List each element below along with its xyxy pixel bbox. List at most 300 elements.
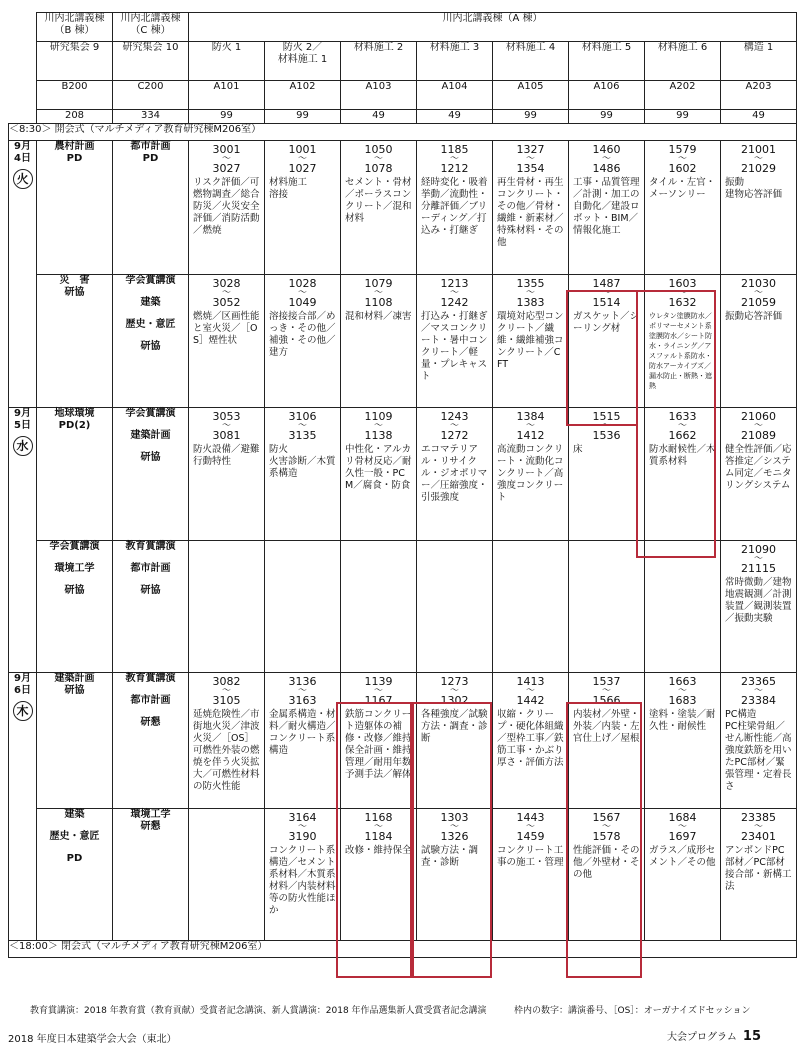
range-tilde: 〜 xyxy=(525,154,535,164)
talk-cell xyxy=(417,809,493,941)
session-label: 研協 xyxy=(64,685,85,696)
talk-number-from: 1079 xyxy=(364,277,393,290)
range-tilde: 〜 xyxy=(754,288,764,298)
range-tilde: 〜 xyxy=(373,686,383,696)
talk-topics: エコマテリアル・リサイクル・ジオポリマー／圧縮強度・引張強度 xyxy=(421,444,488,503)
talk-cell xyxy=(493,275,569,408)
talk-topics: 経時変化・吸着挙動／流動性・分離評価／ブリーディング／打込み・打継ぎ xyxy=(421,177,488,236)
talk-cell xyxy=(417,141,493,275)
talk-cell xyxy=(645,141,721,275)
talk-topics: 塗料・塗装／耐久性・耐候性 xyxy=(649,709,716,732)
talk-cell xyxy=(569,275,645,408)
talk-number-from: 1579 xyxy=(668,143,697,156)
range-tilde: 〜 xyxy=(754,822,764,832)
talk-number-from: 3164 xyxy=(288,811,317,824)
range-tilde: 〜 xyxy=(601,288,611,298)
talk-number-to: 1442 xyxy=(516,694,545,707)
seat-count: 49 xyxy=(721,110,797,124)
range-tilde: 〜 xyxy=(449,822,459,832)
c-building-header: 川内北講義棟 （C 棟） xyxy=(113,13,189,42)
talk-topics: 混和材料／凍害 xyxy=(345,311,412,322)
session-label: 都市計画 xyxy=(130,563,171,574)
range-tilde: 〜 xyxy=(221,421,231,431)
talk-number-to: 1049 xyxy=(288,296,317,309)
talk-number-from: 1327 xyxy=(516,143,545,156)
session-b-cell xyxy=(37,141,113,275)
range-tilde: 〜 xyxy=(677,822,687,832)
session-b-cell xyxy=(37,275,113,408)
talk-topics: 工事・品質管理／計測・加工の自動化／建設ロボット・BIM／情報化施工 xyxy=(573,177,640,236)
talk-topics: 各種強度／試験方法・調査・診断 xyxy=(421,709,488,744)
session-row xyxy=(9,541,797,673)
room-number: A102 xyxy=(265,81,341,110)
talk-number-to: 1212 xyxy=(440,162,469,175)
session-b-cell xyxy=(37,809,113,941)
talk-number-to: 23401 xyxy=(741,830,777,843)
column-name: 防火 1 xyxy=(189,42,265,81)
talk-number-to: 1566 xyxy=(592,694,621,707)
session-c-cell xyxy=(113,809,189,941)
closing-ceremony: ＜18:00＞ 閉会式（マルチメディア教育研究棟M206室） xyxy=(9,941,797,958)
opening-ceremony: ＜8:30＞ 開会式（マルチメディア教育研究棟M206室） xyxy=(9,124,797,141)
talk-number-from: 1633 xyxy=(668,410,697,423)
talk-cell xyxy=(265,408,341,541)
talk-topics: 高流動コンクリート・流動化コンクリート／高強度コンクリート xyxy=(497,444,564,503)
session-label: 研協 xyxy=(64,287,85,298)
range-tilde: 〜 xyxy=(373,154,383,164)
seat-count: 99 xyxy=(265,110,341,124)
talk-number-from: 1109 xyxy=(364,410,393,423)
seat-count: 334 xyxy=(113,110,189,124)
talk-number-to: 21115 xyxy=(741,562,777,575)
talk-cell xyxy=(341,141,417,275)
talk-number-to: 1078 xyxy=(364,162,393,175)
range-tilde: 〜 xyxy=(525,686,535,696)
talk-number-from: 1273 xyxy=(440,675,469,688)
session-row xyxy=(9,408,797,541)
talk-cell xyxy=(189,141,265,275)
schedule-table xyxy=(8,12,797,958)
talk-number-from: 1460 xyxy=(592,143,621,156)
talk-cell xyxy=(189,275,265,408)
talk-number-from: 21090 xyxy=(741,543,777,556)
talk-number-from: 3136 xyxy=(288,675,317,688)
range-tilde: 〜 xyxy=(601,686,611,696)
talk-number-from: 3053 xyxy=(212,410,241,423)
session-label: PD xyxy=(142,153,159,164)
range-tilde: 〜 xyxy=(449,686,459,696)
range-tilde: 〜 xyxy=(525,288,535,298)
talk-topics: タイル・左官・メーソンリー xyxy=(649,177,716,200)
talk-number-from: 1567 xyxy=(592,811,621,824)
talk-cell xyxy=(341,541,417,673)
talk-topics: 改修・維持保全 xyxy=(345,845,412,856)
talk-topics: リスク評価／可燃物調査／総合防災／火災安全評価／消防活動／燃焼 xyxy=(193,177,260,236)
talk-number-to: 3135 xyxy=(288,429,317,442)
range-tilde: 〜 xyxy=(449,421,459,431)
talk-cell xyxy=(417,408,493,541)
seat-count: 49 xyxy=(417,110,493,124)
session-row xyxy=(9,275,797,408)
talk-topics: 試験方法・調査・診断 xyxy=(421,845,479,868)
room-number: C200 xyxy=(113,81,189,110)
talk-number-to: 3027 xyxy=(212,162,241,175)
talk-number-from: 1001 xyxy=(288,143,317,156)
talk-topics: アンボンドPC部材／PC部材接合部・新構工法 xyxy=(725,845,792,892)
talk-cell xyxy=(645,541,721,673)
session-row xyxy=(9,673,797,809)
talk-topics: 内装材／外壁・外装／内装・左官仕上げ／屋根 xyxy=(573,709,640,744)
session-label: 研協 xyxy=(140,585,161,596)
day-of-week: 火 xyxy=(13,169,33,189)
range-tilde: 〜 xyxy=(525,822,535,832)
talk-number-from: 21030 xyxy=(741,277,777,290)
talk-cell xyxy=(341,809,417,941)
talk-number-to: 1536 xyxy=(592,429,621,442)
talk-number-from: 1384 xyxy=(516,410,545,423)
session-label: 学会賞講演 xyxy=(125,408,176,419)
session-label: 研協 xyxy=(64,585,85,596)
talk-cell xyxy=(569,408,645,541)
range-tilde: 〜 xyxy=(677,421,687,431)
session-label: 建築 xyxy=(140,297,161,308)
session-label: 学会賞講演 xyxy=(49,541,100,552)
talk-number-to: 1138 xyxy=(364,429,393,442)
talk-cell xyxy=(645,275,721,408)
talk-number-to: 3190 xyxy=(288,830,317,843)
talk-cell xyxy=(417,541,493,673)
talk-cell xyxy=(189,809,265,941)
talk-number-from: 1355 xyxy=(516,277,545,290)
column-name: 防火 2／ 材料施工 1 xyxy=(265,42,341,81)
talk-number-to: 21059 xyxy=(741,296,777,309)
range-tilde: 〜 xyxy=(754,686,764,696)
talk-topics: 打込み・打継ぎ／マスコンクリート・暑中コンクリート／軽量・プレキャスト xyxy=(421,311,488,382)
talk-cell xyxy=(569,809,645,941)
range-tilde: 〜 xyxy=(297,686,307,696)
range-tilde: 〜 xyxy=(754,154,764,164)
day-of-week: 木 xyxy=(13,701,33,721)
talk-cell xyxy=(189,408,265,541)
column-name: 研究集会 10 xyxy=(113,42,189,81)
room-number: A104 xyxy=(417,81,493,110)
range-tilde: 〜 xyxy=(677,686,687,696)
seat-count: 99 xyxy=(493,110,569,124)
room-number: A202 xyxy=(645,81,721,110)
talk-cell xyxy=(417,275,493,408)
b-building-header: 川内北講義棟 （B 棟） xyxy=(37,13,113,42)
talk-number-to: 1302 xyxy=(440,694,469,707)
talk-cell xyxy=(341,275,417,408)
session-label: 都市計画 xyxy=(130,695,171,706)
day-date: 9月6日 xyxy=(14,673,31,696)
range-tilde: 〜 xyxy=(373,822,383,832)
range-tilde: 〜 xyxy=(297,822,307,832)
talk-cell xyxy=(341,673,417,809)
talk-cell xyxy=(265,141,341,275)
room-number: A103 xyxy=(341,81,417,110)
seat-count: 208 xyxy=(37,110,113,124)
talk-cell xyxy=(721,673,797,809)
talk-number-to: 1459 xyxy=(516,830,545,843)
talk-cell xyxy=(721,141,797,275)
session-label: PD xyxy=(66,853,83,864)
session-c-cell xyxy=(113,541,189,673)
session-label: 教育賞講演 xyxy=(125,673,176,684)
range-tilde: 〜 xyxy=(297,154,307,164)
talk-cell xyxy=(341,408,417,541)
footer-program xyxy=(667,1028,761,1044)
talk-number-to: 21029 xyxy=(741,162,777,175)
talk-number-from: 1603 xyxy=(668,277,697,290)
column-name: 研究集会 9 xyxy=(37,42,113,81)
talk-number-from: 3001 xyxy=(212,143,241,156)
talk-number-from: 3106 xyxy=(288,410,317,423)
talk-number-to: 21089 xyxy=(741,429,777,442)
session-label: 災 害 xyxy=(59,275,90,286)
footnote-legend: 枠内の数字：講演番号、［OS］：オーガナイズドセッション xyxy=(514,1006,751,1016)
column-name: 材料施工 2 xyxy=(341,42,417,81)
talk-topics: 燃焼／区画性能と室火災／［OS］煙性状 xyxy=(193,311,260,346)
session-label: 歴史・意匠 xyxy=(125,319,176,330)
range-tilde: 〜 xyxy=(221,288,231,298)
talk-cell xyxy=(645,673,721,809)
talk-topics: 材料施工 溶接 xyxy=(269,177,308,200)
talk-topics: コンクリート工事の施工・管理 xyxy=(497,845,564,868)
talk-cell xyxy=(721,275,797,408)
seat-count: 99 xyxy=(189,110,265,124)
range-tilde: 〜 xyxy=(525,421,535,431)
talk-number-from: 1050 xyxy=(364,143,393,156)
session-row xyxy=(9,141,797,275)
talk-cell xyxy=(265,275,341,408)
talk-number-to: 1354 xyxy=(516,162,545,175)
room-number: A105 xyxy=(493,81,569,110)
talk-cell xyxy=(569,141,645,275)
session-b-cell xyxy=(37,673,113,809)
talk-number-from: 1213 xyxy=(440,277,469,290)
a-building-header: 川内北講義棟（A 棟） xyxy=(189,13,797,42)
talk-number-to: 1697 xyxy=(668,830,697,843)
talk-number-from: 21001 xyxy=(741,143,777,156)
range-tilde: 〜 xyxy=(601,421,611,431)
talk-number-from: 1443 xyxy=(516,811,545,824)
footer-conference-title: 2018 年度日本建築学会大会（東北） xyxy=(8,1034,177,1045)
talk-topics: 延焼危険性／市街地火災／津波火災／［OS］可燃性外装の燃焼を伴う火災拡大／可燃性材料の防火性能 xyxy=(193,709,260,792)
talk-topics: 中性化・アルカリ骨材反応／耐久性一般・PCM／腐食・防食 xyxy=(345,444,412,491)
talk-topics: 振動 建物応答評価 xyxy=(725,177,783,200)
talk-number-from: 1413 xyxy=(516,675,545,688)
talk-number-from: 1303 xyxy=(440,811,469,824)
talk-cell xyxy=(721,541,797,673)
talk-cell xyxy=(265,673,341,809)
column-name: 材料施工 5 xyxy=(569,42,645,81)
talk-number-to: 1602 xyxy=(668,162,697,175)
talk-number-from: 1537 xyxy=(592,675,621,688)
range-tilde: 〜 xyxy=(677,154,687,164)
range-tilde: 〜 xyxy=(601,822,611,832)
talk-topics: 常時微動／建物地震観測／計測装置／観測装置／振動実験 xyxy=(725,577,792,624)
talk-topics: 振動応答評価 xyxy=(725,311,783,322)
page-number: 15 xyxy=(742,1029,761,1044)
room-number: B200 xyxy=(37,81,113,110)
talk-topics: 防水耐候性／木質系材料 xyxy=(649,444,716,467)
talk-topics: 床 xyxy=(573,444,583,455)
session-label: PD(2) xyxy=(58,420,91,431)
session-row xyxy=(9,809,797,941)
range-tilde: 〜 xyxy=(373,421,383,431)
session-label: 都市計画 xyxy=(130,141,171,152)
talk-number-to: 1514 xyxy=(592,296,621,309)
session-c-cell xyxy=(113,673,189,809)
talk-number-from: 1684 xyxy=(668,811,697,824)
talk-topics: ガラス／成形セメント／その他 xyxy=(649,845,716,868)
day-cell xyxy=(9,408,37,673)
talk-number-to: 1662 xyxy=(668,429,697,442)
day-date: 9月4日 xyxy=(14,141,31,164)
talk-topics: 再生骨材・再生コンクリート・その他／骨材・繊維・新素材／特殊材料・その他 xyxy=(497,177,564,248)
day-of-week: 水 xyxy=(13,436,33,456)
seat-count: 99 xyxy=(569,110,645,124)
session-label: 建築 xyxy=(64,809,85,820)
session-b-cell xyxy=(37,541,113,673)
talk-number-from: 3028 xyxy=(212,277,241,290)
range-tilde: 〜 xyxy=(449,154,459,164)
talk-number-from: 23365 xyxy=(741,675,777,688)
talk-cell xyxy=(493,673,569,809)
talk-cell xyxy=(265,809,341,941)
talk-cell xyxy=(493,541,569,673)
talk-topics: PC構造 PC柱梁骨組／せん断性能／高強度鉄筋を用いたPC部材／緊張管理・定着長さ xyxy=(725,709,792,792)
session-b-cell xyxy=(37,408,113,541)
talk-topics: 環境対応型コンクリート／繊維・繊維補強コンクリート／CFT xyxy=(497,311,564,370)
talk-number-to: 1272 xyxy=(440,429,469,442)
talk-number-to: 1167 xyxy=(364,694,393,707)
talk-cell xyxy=(417,673,493,809)
talk-cell xyxy=(265,541,341,673)
talk-cell xyxy=(493,408,569,541)
range-tilde: 〜 xyxy=(297,421,307,431)
range-tilde: 〜 xyxy=(297,288,307,298)
talk-number-from: 1168 xyxy=(364,811,393,824)
talk-number-from: 1663 xyxy=(668,675,697,688)
talk-topics: 収縮・クリープ・硬化体組織／型枠工事／鉄筋工事・かぶり厚さ・評価方法 xyxy=(497,709,564,768)
session-label: 地球環境 xyxy=(54,408,95,419)
talk-cell xyxy=(569,673,645,809)
talk-number-to: 1108 xyxy=(364,296,393,309)
range-tilde: 〜 xyxy=(449,288,459,298)
session-label: PD xyxy=(66,153,83,164)
range-tilde: 〜 xyxy=(677,288,687,298)
session-label: 建築計画 xyxy=(130,430,171,441)
range-tilde: 〜 xyxy=(601,154,611,164)
talk-number-from: 1487 xyxy=(592,277,621,290)
talk-cell xyxy=(189,673,265,809)
talk-topics: ガスケット／シーリング材 xyxy=(573,311,640,334)
talk-number-to: 1683 xyxy=(668,694,697,707)
talk-number-to: 1326 xyxy=(440,830,469,843)
footnote: 教育賞講演：2018 年教育賞（教育貢献）受賞者記念講演、新人賞講演：2018 年作品選集新人賞受賞者記念講演 xyxy=(30,1006,487,1016)
room-number: A203 xyxy=(721,81,797,110)
talk-cell xyxy=(645,408,721,541)
session-label: 研協 xyxy=(140,452,161,463)
talk-number-to: 1632 xyxy=(668,296,697,309)
talk-number-to: 1027 xyxy=(288,162,317,175)
session-c-cell xyxy=(113,408,189,541)
talk-number-to: 23384 xyxy=(741,694,777,707)
talk-number-from: 3082 xyxy=(212,675,241,688)
column-name: 材料施工 3 xyxy=(417,42,493,81)
talk-number-from: 1515 xyxy=(592,410,621,423)
talk-topics: 金属系構造・材料／耐火構造／コンクリート系構造 xyxy=(269,709,336,756)
seat-count: 99 xyxy=(645,110,721,124)
talk-number-to: 1412 xyxy=(516,429,545,442)
talk-topics: 溶接接合部／めっき・その他／補強・その他／建方 xyxy=(269,311,336,358)
session-label: 学会賞講演 xyxy=(125,275,176,286)
talk-topics: 防火 火害診断／木質系構造 xyxy=(269,444,336,479)
talk-cell xyxy=(493,809,569,941)
talk-topics: 健全性評価／応答推定／システム同定／モニタリングシステム xyxy=(725,444,792,491)
range-tilde: 〜 xyxy=(221,154,231,164)
talk-topics: 防火設備／避難行動特性 xyxy=(193,444,260,467)
talk-number-to: 1383 xyxy=(516,296,545,309)
talk-number-to: 1578 xyxy=(592,830,621,843)
session-c-cell xyxy=(113,141,189,275)
day-cell xyxy=(9,141,37,408)
talk-number-from: 23385 xyxy=(741,811,777,824)
talk-number-from: 1243 xyxy=(440,410,469,423)
talk-number-to: 3163 xyxy=(288,694,317,707)
session-label: 歴史・意匠 xyxy=(49,831,100,842)
talk-topics: 性能評価・その他／外壁材・その他 xyxy=(573,845,640,880)
talk-topics: セメント・骨材／ポーラスコンクリート／混和材料 xyxy=(345,177,412,224)
session-label: 環境工学 xyxy=(130,809,171,820)
talk-number-to: 3081 xyxy=(212,429,241,442)
talk-topics: コンクリート系構造／セメント系材料／木質系材料／内装材料等の防火性能ほか xyxy=(269,845,336,916)
talk-number-from: 1139 xyxy=(364,675,393,688)
talk-number-from: 1185 xyxy=(440,143,469,156)
range-tilde: 〜 xyxy=(754,421,764,431)
session-label: 研懇 xyxy=(140,821,161,832)
day-cell xyxy=(9,673,37,941)
talk-cell xyxy=(189,541,265,673)
talk-number-from: 1028 xyxy=(288,277,317,290)
talk-number-to: 1486 xyxy=(592,162,621,175)
session-label: 研懇 xyxy=(140,717,161,728)
talk-number-to: 1184 xyxy=(364,830,393,843)
talk-cell xyxy=(493,141,569,275)
talk-cell xyxy=(721,408,797,541)
seat-count: 49 xyxy=(341,110,417,124)
room-number: A106 xyxy=(569,81,645,110)
range-tilde: 〜 xyxy=(221,686,231,696)
talk-cell xyxy=(721,809,797,941)
session-label: 農村計画 xyxy=(54,141,95,152)
talk-cell xyxy=(569,541,645,673)
session-label: 環境工学 xyxy=(54,563,95,574)
room-number: A101 xyxy=(189,81,265,110)
column-name: 構造 1 xyxy=(721,42,797,81)
talk-number-to: 3105 xyxy=(212,694,241,707)
range-tilde: 〜 xyxy=(754,554,764,564)
talk-number-to: 1242 xyxy=(440,296,469,309)
day-date: 9月5日 xyxy=(14,408,31,431)
talk-number-to: 3052 xyxy=(212,296,241,309)
talk-cell xyxy=(645,809,721,941)
footer-program-label: 大会プログラム xyxy=(667,1032,737,1043)
session-c-cell xyxy=(113,275,189,408)
session-label: 建築計画 xyxy=(54,673,95,684)
